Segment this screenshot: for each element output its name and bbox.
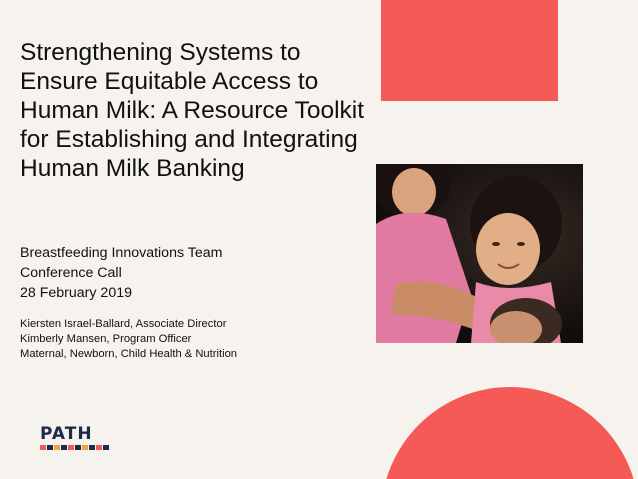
event-date: 28 February 2019 (20, 285, 132, 301)
mother-with-children-photo (376, 164, 583, 343)
presenter-line: Maternal, Newborn, Child Health & Nutrition (20, 348, 238, 360)
presenter-line: Kimberly Mansen, Program Officer (20, 333, 192, 345)
logo-wordmark: PATH (40, 424, 93, 444)
event-meeting: Conference Call (20, 265, 122, 281)
path-logo (40, 425, 120, 455)
photo-illustration (376, 164, 583, 343)
event-details (20, 243, 360, 303)
event-team: Breastfeeding Innovations Team (20, 245, 223, 261)
presenter-list (20, 317, 360, 362)
presenter-line: Kiersten Israel-Ballard, Associate Director (20, 318, 227, 330)
logo-color-strip (40, 445, 120, 450)
accent-rectangle (381, 0, 558, 101)
accent-semicircle (381, 387, 638, 479)
slide-title: Strengthening Systems to Ensure Equitable Access to Human Milk: A Resource Toolkit for Establishing and Integrating Human Milk Banking (20, 39, 365, 182)
